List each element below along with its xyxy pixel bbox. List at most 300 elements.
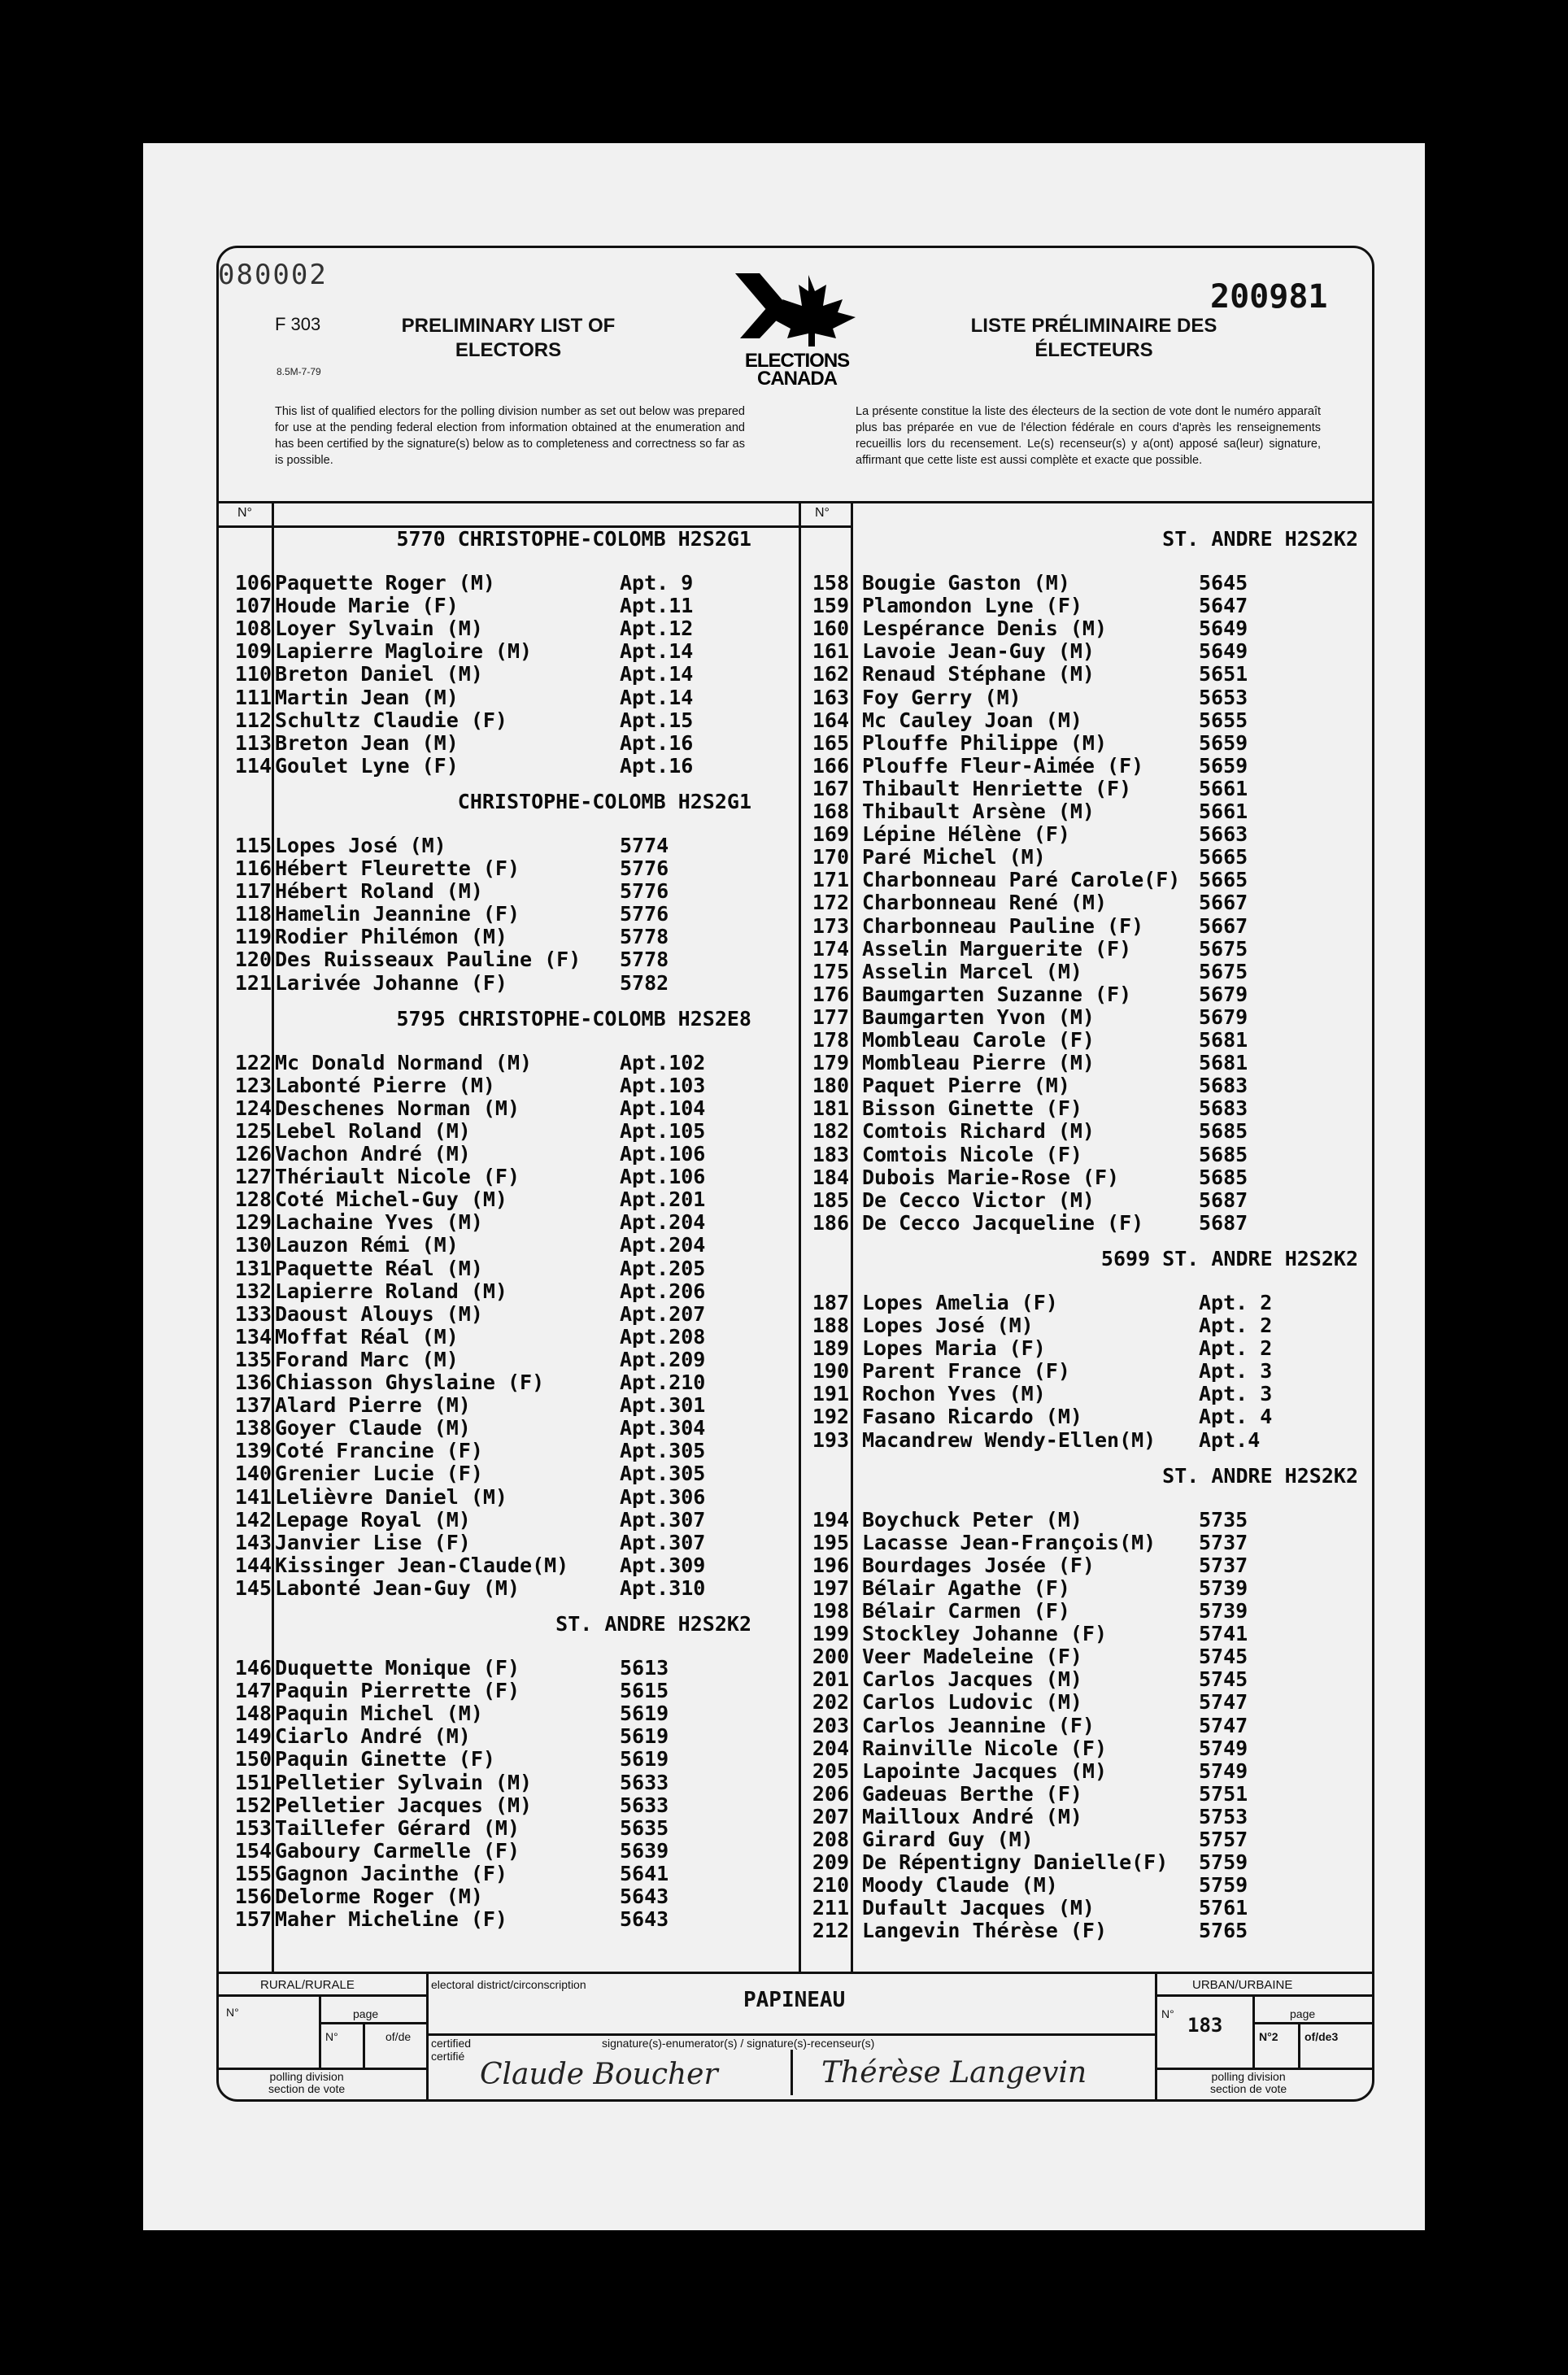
elector-row — [0, 1336, 1568, 1359]
elector-address: 5776 — [620, 879, 669, 904]
enumerator-signature-2: Thérèse Langevin — [821, 2056, 1087, 2090]
elector-address: 5747 — [1199, 1690, 1248, 1715]
elector-address: 5687 — [1199, 1210, 1248, 1235]
elector-name: Veer Madeleine (F) — [862, 1645, 1082, 1669]
elector-number: 132 — [234, 1279, 272, 1303]
elector-row — [0, 1896, 1568, 1919]
elections-canada-logo — [724, 268, 870, 390]
elector-address: Apt.301 — [620, 1393, 706, 1418]
elector-address: 5653 — [1199, 685, 1248, 709]
elector-number: 156 — [234, 1885, 272, 1908]
rural-page-divider — [363, 2022, 365, 2068]
elector-number: 183 — [812, 1142, 849, 1166]
elector-number: 186 — [812, 1210, 849, 1235]
elector-number: 108 — [234, 617, 272, 641]
elector-address: Apt.307 — [620, 1530, 706, 1554]
elector-name: Labonté Pierre (M) — [275, 1073, 495, 1097]
elector-address: 5759 — [1199, 1873, 1248, 1898]
elector-number: 164 — [812, 708, 849, 732]
elector-row — [0, 1005, 1568, 1028]
elector-row — [0, 1599, 1568, 1622]
footer-left-divider — [426, 1972, 429, 2100]
urban-no-label: N° — [1161, 2007, 1174, 2020]
elector-name: Baumgarten Yvon (M) — [862, 1004, 1095, 1029]
elector-number: 130 — [234, 1233, 272, 1257]
elector-address: 5633 — [620, 1770, 669, 1794]
elector-address: 5661 — [1199, 776, 1248, 800]
elector-name: Mombleau Pierre (M) — [862, 1051, 1095, 1075]
elector-number: 142 — [234, 1507, 272, 1532]
footer-right-divider — [1155, 1972, 1157, 2100]
urban-page-label: page — [1290, 2007, 1316, 2020]
elector-row — [0, 1508, 1568, 1531]
elector-address: 5778 — [620, 948, 669, 972]
elector-number: 179 — [812, 1051, 849, 1075]
elector-row — [0, 868, 1568, 891]
elector-row — [0, 1405, 1568, 1427]
elector-address: Apt. 2 — [1199, 1290, 1273, 1314]
elector-number: 109 — [234, 639, 272, 664]
elector-name: Rochon Yves (M) — [862, 1382, 1046, 1406]
elector-name: Lelièvre Daniel (M) — [275, 1484, 507, 1509]
section-heading: CHRISTOPHE-COLOMB H2S2G1 — [457, 789, 751, 813]
elector-name: Bisson Ginette (F) — [862, 1096, 1082, 1121]
elector-address: 5643 — [620, 1885, 669, 1908]
elector-row — [0, 1714, 1568, 1737]
elector-address: 5663 — [1199, 822, 1248, 847]
elector-address: Apt.102 — [620, 1050, 706, 1074]
elector-name: Hamelin Jeannine (F) — [275, 902, 520, 926]
elector-number: 200 — [812, 1645, 849, 1669]
elector-address: Apt.16 — [620, 753, 694, 778]
elector-address: Apt.106 — [620, 1165, 706, 1189]
elector-address: 5643 — [620, 1907, 669, 1932]
elector-name: Paquin Ginette (F) — [275, 1747, 495, 1771]
elector-name: Charbonneau René (M) — [862, 891, 1108, 915]
elector-address: Apt.14 — [620, 662, 694, 686]
elector-number: 112 — [234, 708, 272, 732]
intro-french: La présente constitue la liste des électeurs de la section de vote dont le numéro apparaît plus bas préparée en vue de l'élection fédérale en cours d'après les renseignements recueillis lors du recensement. Le(s) recenseur(s) y a(ont) apposé sa(leur) signature, affirmant que cette liste est aussi complète et exacte que possible. — [856, 405, 1321, 467]
elector-name: Paquin Michel (M) — [275, 1702, 483, 1726]
elector-address: Apt.205 — [620, 1256, 706, 1280]
elector-number: 201 — [812, 1667, 849, 1692]
elector-name: Coté Francine (F) — [275, 1439, 483, 1463]
elector-name: Goulet Lyne (F) — [275, 753, 459, 778]
elector-address: Apt.305 — [620, 1462, 706, 1486]
elector-number: 175 — [812, 959, 849, 983]
elector-number: 114 — [234, 753, 272, 778]
elector-number: 212 — [812, 1919, 849, 1943]
elector-name: De Cecco Jacqueline (F) — [862, 1210, 1144, 1235]
elector-row — [0, 1382, 1568, 1405]
elector-address: 5749 — [1199, 1736, 1248, 1760]
elector-number: 157 — [234, 1907, 272, 1932]
elector-row — [0, 1143, 1568, 1166]
elector-number: 134 — [234, 1324, 272, 1349]
elector-name: Charbonneau Paré Carole(F) — [862, 868, 1181, 892]
elector-address: 5749 — [1199, 1758, 1248, 1783]
rural-page-rule — [319, 2022, 428, 2024]
elector-number: 106 — [234, 571, 272, 595]
elector-number: 107 — [234, 594, 272, 618]
section-heading: ST. ANDRE H2S2K2 — [1162, 1463, 1358, 1488]
elector-row — [0, 1531, 1568, 1554]
elector-name: Schultz Claudie (F) — [275, 708, 507, 732]
elector-name: Paquette Roger (M) — [275, 571, 495, 595]
elector-number: 150 — [234, 1747, 272, 1771]
elector-row — [0, 1028, 1568, 1051]
elector-address: 5681 — [1199, 1028, 1248, 1052]
elector-name: Lacasse Jean-François(M) — [862, 1530, 1156, 1554]
signature-label: signature(s)-enumerator(s) / signature(s)-recenseur(s) — [602, 2037, 875, 2050]
elector-name: Mc Donald Normand (M) — [275, 1050, 533, 1074]
elector-row — [0, 1051, 1568, 1074]
elector-row — [0, 937, 1568, 960]
elector-address: 5735 — [1199, 1507, 1248, 1532]
elector-row — [0, 1074, 1568, 1096]
elector-number: 198 — [812, 1599, 849, 1623]
elector-name: Lapierre Roland (M) — [275, 1279, 507, 1303]
elector-row — [0, 1096, 1568, 1119]
elector-name: Taillefer Gérard (M) — [275, 1815, 520, 1840]
section-heading: ST. ANDRE H2S2K2 — [555, 1612, 751, 1636]
elector-name: Gagnon Jacinthe (F) — [275, 1861, 507, 1885]
elector-number: 181 — [812, 1096, 849, 1121]
elector-name: Mombleau Carole (F) — [862, 1028, 1095, 1052]
elector-name: Lopes José (M) — [862, 1314, 1034, 1337]
elector-name: Daoust Alouys (M) — [275, 1301, 483, 1326]
rural-no-divider — [319, 1994, 321, 2068]
title-french — [935, 314, 1252, 363]
elector-name: Lauzon Rémi (M) — [275, 1233, 459, 1257]
elector-address: Apt. 4 — [1199, 1405, 1273, 1429]
elector-address: Apt.208 — [620, 1324, 706, 1349]
elector-name: Paquette Réal (M) — [275, 1256, 483, 1280]
urban-label-rule — [1155, 1994, 1373, 1997]
elector-address: 5665 — [1199, 868, 1248, 892]
elector-row — [0, 662, 1568, 685]
elector-number: 116 — [234, 856, 272, 880]
elector-name: Chiasson Ghyslaine (F) — [275, 1371, 545, 1394]
elector-address: 5737 — [1199, 1530, 1248, 1554]
elector-name: Mailloux André (M) — [862, 1804, 1082, 1828]
elector-address: Apt.204 — [620, 1233, 706, 1257]
elector-number: 139 — [234, 1439, 272, 1463]
elector-name: Ciarlo André (M) — [275, 1724, 471, 1749]
elector-address: 5745 — [1199, 1667, 1248, 1692]
elector-address: 5751 — [1199, 1781, 1248, 1806]
elector-number: 127 — [234, 1165, 272, 1189]
elector-name: Foy Gerry (M) — [862, 685, 1021, 709]
signature-divider — [791, 2050, 793, 2095]
elector-number: 149 — [234, 1724, 272, 1749]
elector-row — [0, 777, 1568, 800]
elector-name: Kissinger Jean-Claude(M) — [275, 1553, 569, 1577]
elector-address: 5619 — [620, 1747, 669, 1771]
elector-name: Rodier Philémon (M) — [275, 925, 507, 949]
elector-name: Lavoie Jean-Guy (M) — [862, 639, 1095, 664]
elector-name: Lopes Amelia (F) — [862, 1290, 1058, 1314]
logo-line1: ELECTIONS — [744, 350, 850, 372]
elector-number: 172 — [812, 891, 849, 915]
elector-name: Maher Micheline (F) — [275, 1907, 507, 1932]
elector-row — [0, 1850, 1568, 1873]
elector-number: 128 — [234, 1188, 272, 1212]
elector-number: 146 — [234, 1656, 272, 1680]
table-top-rule — [218, 501, 1373, 503]
elector-address: Apt.206 — [620, 1279, 706, 1303]
elector-name: Lépine Hélène (F) — [862, 822, 1070, 847]
elector-address: 5745 — [1199, 1645, 1248, 1669]
elector-number: 196 — [812, 1553, 849, 1577]
elector-name: Fasano Ricardo (M) — [862, 1405, 1082, 1429]
elector-name: Lopes Maria (F) — [862, 1336, 1046, 1361]
elector-address: Apt.4 — [1199, 1427, 1261, 1452]
elector-number: 202 — [812, 1690, 849, 1715]
elector-number: 211 — [812, 1896, 849, 1920]
elector-number: 209 — [812, 1850, 849, 1875]
elector-number: 203 — [812, 1713, 849, 1737]
elector-address: 5639 — [620, 1838, 669, 1863]
elector-address: Apt. 2 — [1199, 1336, 1273, 1361]
elector-number: 115 — [234, 833, 272, 857]
elector-address: 5759 — [1199, 1850, 1248, 1875]
title-fr-line2: ÉLECTEURS — [1034, 339, 1153, 361]
elector-row — [0, 983, 1568, 1005]
elector-name: Lespérance Denis (M) — [862, 617, 1108, 641]
elector-address: Apt.207 — [620, 1301, 706, 1326]
urban-label: URBAN/URBAINE — [1192, 1978, 1293, 1992]
elector-name: Plamondon Lyne (F) — [862, 594, 1082, 618]
elector-row — [0, 1667, 1568, 1690]
elector-name: Gadeuas Berthe (F) — [862, 1781, 1082, 1806]
column-no-right: N° — [815, 506, 830, 520]
elector-address: 5747 — [1199, 1713, 1248, 1737]
elector-address: 5679 — [1199, 1004, 1248, 1029]
elector-name: Parent France (F) — [862, 1359, 1070, 1384]
elector-number: 166 — [812, 753, 849, 778]
elector-row — [0, 1737, 1568, 1759]
elector-row — [0, 1359, 1568, 1382]
elector-address: Apt.204 — [620, 1210, 706, 1235]
elector-number: 162 — [812, 662, 849, 686]
elector-row — [0, 1188, 1568, 1211]
elector-number: 160 — [812, 617, 849, 641]
elector-address: 5645 — [1199, 571, 1248, 595]
elector-address: 5685 — [1199, 1165, 1248, 1189]
elector-number: 165 — [812, 730, 849, 755]
elector-row — [0, 1211, 1568, 1234]
elector-name: Carlos Jeannine (F) — [862, 1713, 1095, 1737]
elector-name: Renaud Stéphane (M) — [862, 662, 1095, 686]
elector-name: Baumgarten Suzanne (F) — [862, 982, 1132, 1006]
elector-row — [0, 1645, 1568, 1667]
elector-name: Larivée Johanne (F) — [275, 970, 507, 995]
elector-number: 210 — [812, 1873, 849, 1898]
elector-address: Apt.103 — [620, 1073, 706, 1097]
elector-address: 5647 — [1199, 594, 1248, 618]
elector-number: 207 — [812, 1804, 849, 1828]
elector-address: Apt.306 — [620, 1484, 706, 1509]
elector-number: 151 — [234, 1770, 272, 1794]
elector-address: 5635 — [620, 1815, 669, 1840]
elector-number: 163 — [812, 685, 849, 709]
rural-polling-label: polling division section de vote — [268, 2070, 346, 2095]
elector-address: 5739 — [1199, 1575, 1248, 1600]
elector-number: 136 — [234, 1371, 272, 1394]
elector-address: 5737 — [1199, 1553, 1248, 1577]
elector-name: Charbonneau Pauline (F) — [862, 913, 1144, 938]
elector-name: Pelletier Jacques (M) — [275, 1793, 533, 1817]
elector-name: Plouffe Philippe (M) — [862, 730, 1108, 755]
elector-name: Carlos Jacques (M) — [862, 1667, 1082, 1692]
elector-name: De Répentigny Danielle(F) — [862, 1850, 1169, 1875]
elector-number: 126 — [234, 1142, 272, 1166]
section-heading: 5770 CHRISTOPHE-COLOMB H2S2G1 — [396, 527, 751, 551]
elector-row — [0, 1576, 1568, 1599]
elector-address: 5687 — [1199, 1188, 1248, 1212]
serial-number: 200981 — [1210, 278, 1328, 316]
elector-address: Apt. 2 — [1199, 1314, 1273, 1337]
elector-name: Duquette Monique (F) — [275, 1656, 520, 1680]
title-english — [374, 314, 642, 363]
section-heading: 5699 ST. ANDRE H2S2K2 — [1100, 1246, 1358, 1270]
elector-name: Alard Pierre (M) — [275, 1393, 471, 1418]
print-code: 8.5M-7-79 — [277, 366, 321, 377]
elector-number: 133 — [234, 1301, 272, 1326]
certified-label: certified certifié — [431, 2037, 472, 2063]
elector-name: Des Ruisseaux Pauline (F) — [275, 948, 581, 972]
elector-row — [0, 1782, 1568, 1805]
elector-number: 188 — [812, 1314, 849, 1337]
elector-number: 206 — [812, 1781, 849, 1806]
elector-number: 113 — [234, 730, 272, 755]
elector-name: Langevin Thérèse (F) — [862, 1919, 1108, 1943]
elector-name: Lepage Royal (M) — [275, 1507, 471, 1532]
elector-name: Mc Cauley Joan (M) — [862, 708, 1082, 732]
district-label: electoral district/circonscription — [431, 1978, 586, 1991]
elector-address: Apt.304 — [620, 1416, 706, 1440]
elector-address: Apt.210 — [620, 1371, 706, 1394]
elector-name: Comtois Nicole (F) — [862, 1142, 1082, 1166]
elector-address: 5741 — [1199, 1622, 1248, 1646]
elector-number: 193 — [812, 1427, 849, 1452]
section-heading: ST. ANDRE H2S2K2 — [1162, 527, 1358, 551]
elector-name: Goyer Claude (M) — [275, 1416, 471, 1440]
elector-name: Macandrew Wendy-Ellen(M) — [862, 1427, 1156, 1452]
elector-name: Thibault Henriette (F) — [862, 776, 1132, 800]
elector-number: 173 — [812, 913, 849, 938]
elector-row — [0, 754, 1568, 777]
elector-address: 5776 — [620, 856, 669, 880]
elector-row — [0, 594, 1568, 617]
elector-row — [0, 617, 1568, 639]
district-bottom-rule — [428, 2033, 1156, 2036]
title-en-line2: ELECTORS — [455, 339, 562, 361]
elector-name: Vachon André (M) — [275, 1142, 471, 1166]
elector-address: 5679 — [1199, 982, 1248, 1006]
elector-row — [0, 800, 1568, 822]
elector-row — [0, 1485, 1568, 1508]
elector-number: 153 — [234, 1815, 272, 1840]
elector-number: 205 — [812, 1758, 849, 1783]
elector-address: Apt.11 — [620, 594, 694, 618]
elector-name: Houde Marie (F) — [275, 594, 459, 618]
elector-name: Deschenes Norman (M) — [275, 1096, 520, 1120]
title-fr-line1: LISTE PRÉLIMINAIRE DES — [970, 315, 1217, 337]
elector-name: Lebel Roland (M) — [275, 1118, 471, 1143]
elector-name: Gaboury Carmelle (F) — [275, 1838, 520, 1863]
elector-number: 141 — [234, 1484, 272, 1509]
elector-name: Rainville Nicole (F) — [862, 1736, 1108, 1760]
rural-label: RURAL/RURALE — [260, 1978, 355, 1992]
elector-name: Breton Jean (M) — [275, 730, 459, 755]
elector-address: Apt.104 — [620, 1096, 706, 1120]
elector-name: Paquin Pierrette (F) — [275, 1679, 520, 1703]
elector-address: 5649 — [1199, 617, 1248, 641]
logo-line2: CANADA — [757, 368, 837, 390]
elector-number: 189 — [812, 1336, 849, 1361]
rural-page-label: page — [353, 2007, 379, 2020]
elector-name: Lapointe Jacques (M) — [862, 1758, 1108, 1783]
elector-name: Martin Jean (M) — [275, 685, 459, 709]
elector-number: 194 — [812, 1507, 849, 1532]
elector-name: Loyer Sylvain (M) — [275, 617, 483, 641]
district-value: PAPINEAU — [743, 1988, 846, 2012]
urban-polling-label: polling division section de vote — [1210, 2070, 1287, 2095]
elector-address: 5685 — [1199, 1119, 1248, 1144]
elector-address: 5739 — [1199, 1599, 1248, 1623]
elector-address: 5757 — [1199, 1828, 1248, 1851]
elector-name: Thériault Nicole (F) — [275, 1165, 520, 1189]
polling-division-number: 183 — [1187, 2014, 1223, 2037]
elector-row — [0, 731, 1568, 754]
urban-page-rule — [1252, 2022, 1373, 2024]
elector-number: 121 — [234, 970, 272, 995]
elector-name: Delorme Roger (M) — [275, 1885, 483, 1908]
elector-number: 135 — [234, 1347, 272, 1371]
intro-english: This list of qualified electors for the polling division number as set out below was prepared for use at the pending federal election from information obtained at the enumeration and has been certified by the signature(s) below as to completeness and correctness so far as is possible. — [275, 405, 745, 467]
elector-number: 195 — [812, 1530, 849, 1554]
elector-row — [0, 686, 1568, 708]
elector-row — [0, 1554, 1568, 1576]
elector-address: 5667 — [1199, 913, 1248, 938]
elector-number: 118 — [234, 902, 272, 926]
elector-number: 171 — [812, 868, 849, 892]
elector-address: Apt.16 — [620, 730, 694, 755]
elector-address: 5633 — [620, 1793, 669, 1817]
section-heading: 5795 CHRISTOPHE-COLOMB H2S2E8 — [396, 1006, 751, 1031]
elector-name: Lapierre Magloire (M) — [275, 639, 533, 664]
elector-row — [0, 1919, 1568, 1941]
elector-address: 5649 — [1199, 639, 1248, 664]
elector-address: 5683 — [1199, 1096, 1248, 1121]
elector-name: Asselin Marguerite (F) — [862, 936, 1132, 961]
elector-name: Hébert Roland (M) — [275, 879, 483, 904]
elector-number: 148 — [234, 1702, 272, 1726]
elector-address: Apt.201 — [620, 1188, 706, 1212]
elector-name: Bourdages Josée (F) — [862, 1553, 1095, 1577]
urban-of-label: of/de3 — [1304, 2030, 1339, 2043]
elector-address: 5655 — [1199, 708, 1248, 732]
urban-no-divider — [1252, 1994, 1255, 2068]
elector-row — [0, 1314, 1568, 1336]
elector-number: 174 — [812, 936, 849, 961]
elector-row — [0, 639, 1568, 662]
elector-number: 180 — [812, 1074, 849, 1098]
elector-row — [0, 822, 1568, 845]
elector-number: 154 — [234, 1838, 272, 1863]
